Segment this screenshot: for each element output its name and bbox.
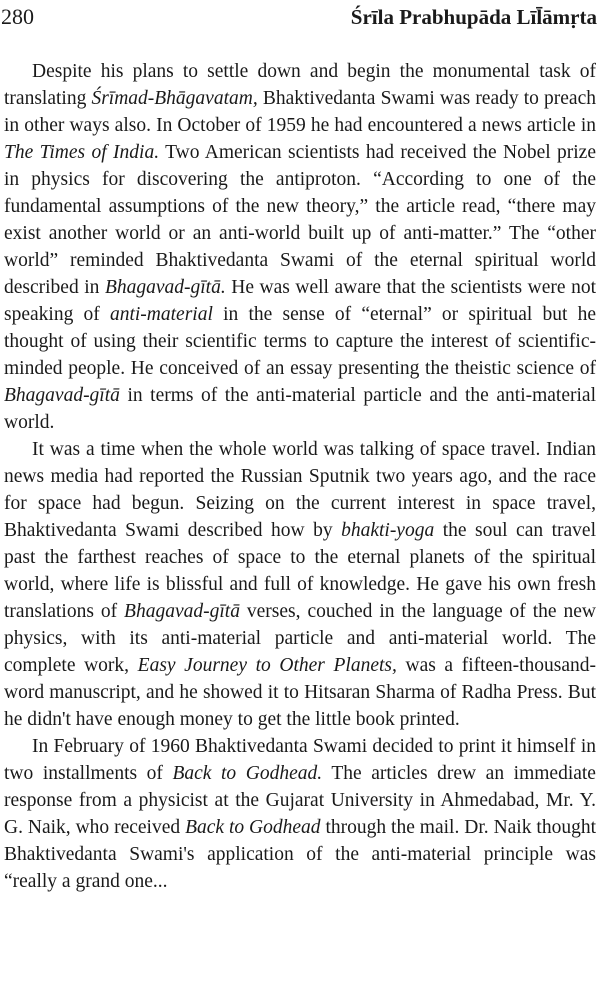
text-segment: the soul can travel past the farthest reaches of space to the eternal planets of the spiritual world, where life is blissful and full of knowledge. He gave his own fresh translations of — [4, 520, 596, 622]
text-segment: verses, couched in the language of the new physics, with its anti-material particle and anti-material world. The complete work, — [4, 601, 597, 676]
italic-text-segment: Śrīmad-Bhāgavatam, — [91, 88, 258, 109]
italic-text-segment: Back to Godhead. — [172, 763, 323, 784]
paragraph — [4, 58, 596, 436]
text-segment: Two American scientists had received the Nobel prize in physics for discovering the antiproton. “According to one of the fundamental assumptions of the new theory,” the article read, “there may exist another world or an anti-world built up of anti-matter.” The “other world” reminded Bhaktivedanta Swami of the eternal spiritual world described in — [4, 142, 596, 298]
italic-text-segment: Back to Godhead — [185, 817, 321, 838]
italic-text-segment: bhakti-yoga — [341, 520, 435, 541]
italic-text-segment: anti-material — [109, 304, 213, 325]
body-text — [4, 58, 596, 895]
italic-text-segment: Bhagavad-gītā. — [104, 277, 226, 298]
text-segment: He was well aware that the scientists were not speaking of — [4, 277, 596, 325]
text-segment: in terms of the anti-material particle and the anti-material world. — [4, 385, 596, 433]
text-segment: was a fifteen-thousand-word manuscript, and he showed it to Hitsaran Sharma of Radha Press. But he didn't have enough money to get the little book printed. — [4, 655, 596, 730]
text-segment: It was a time when the whole world was talking of space travel. Indian news media had reported the Russian Sputnik two years ago, and the race for space had begun. Seizing on the current interest in space travel, Bhaktivedanta Swami described how by — [4, 439, 596, 541]
text-segment: Despite his plans to settle down and begin the monumental task of translating — [4, 61, 596, 109]
italic-text-segment: The Times of India. — [4, 142, 160, 163]
text-segment: In February of 1960 Bhaktivedanta Swami decided to print it himself in two installments of — [4, 736, 596, 784]
text-segment: The articles drew an immediate response from a physicist at the Gujarat University in Ahmedabad, Mr. Y. G. Naik, who received — [4, 763, 596, 838]
text-segment: through the mail. Dr. Naik thought Bhaktivedanta Swami's application of the anti-material principle was “really a grand one... — [4, 817, 596, 892]
italic-text-segment: Easy Journey to Other Planets, — [137, 655, 397, 676]
page-header — [0, 2, 600, 34]
text-segment: Bhaktivedanta Swami was ready to preach in other ways also. In October of 1959 he had encountered a news article in — [4, 88, 596, 136]
paragraph — [4, 436, 596, 733]
italic-text-segment: Bhagavad-gītā — [4, 385, 120, 406]
page-number: 280 — [1, 4, 34, 29]
paragraph — [4, 733, 596, 895]
text-segment: in the sense of “eternal” or spiritual but he thought of using their scientific terms to capture the interest of scientific-minded people. He conceived of an essay presenting the theistic science of — [4, 304, 596, 379]
running-title: Śrīla Prabhupāda Līl̄āmṛta — [350, 5, 597, 29]
italic-text-segment: Bhagavad-gītā — [124, 601, 240, 622]
